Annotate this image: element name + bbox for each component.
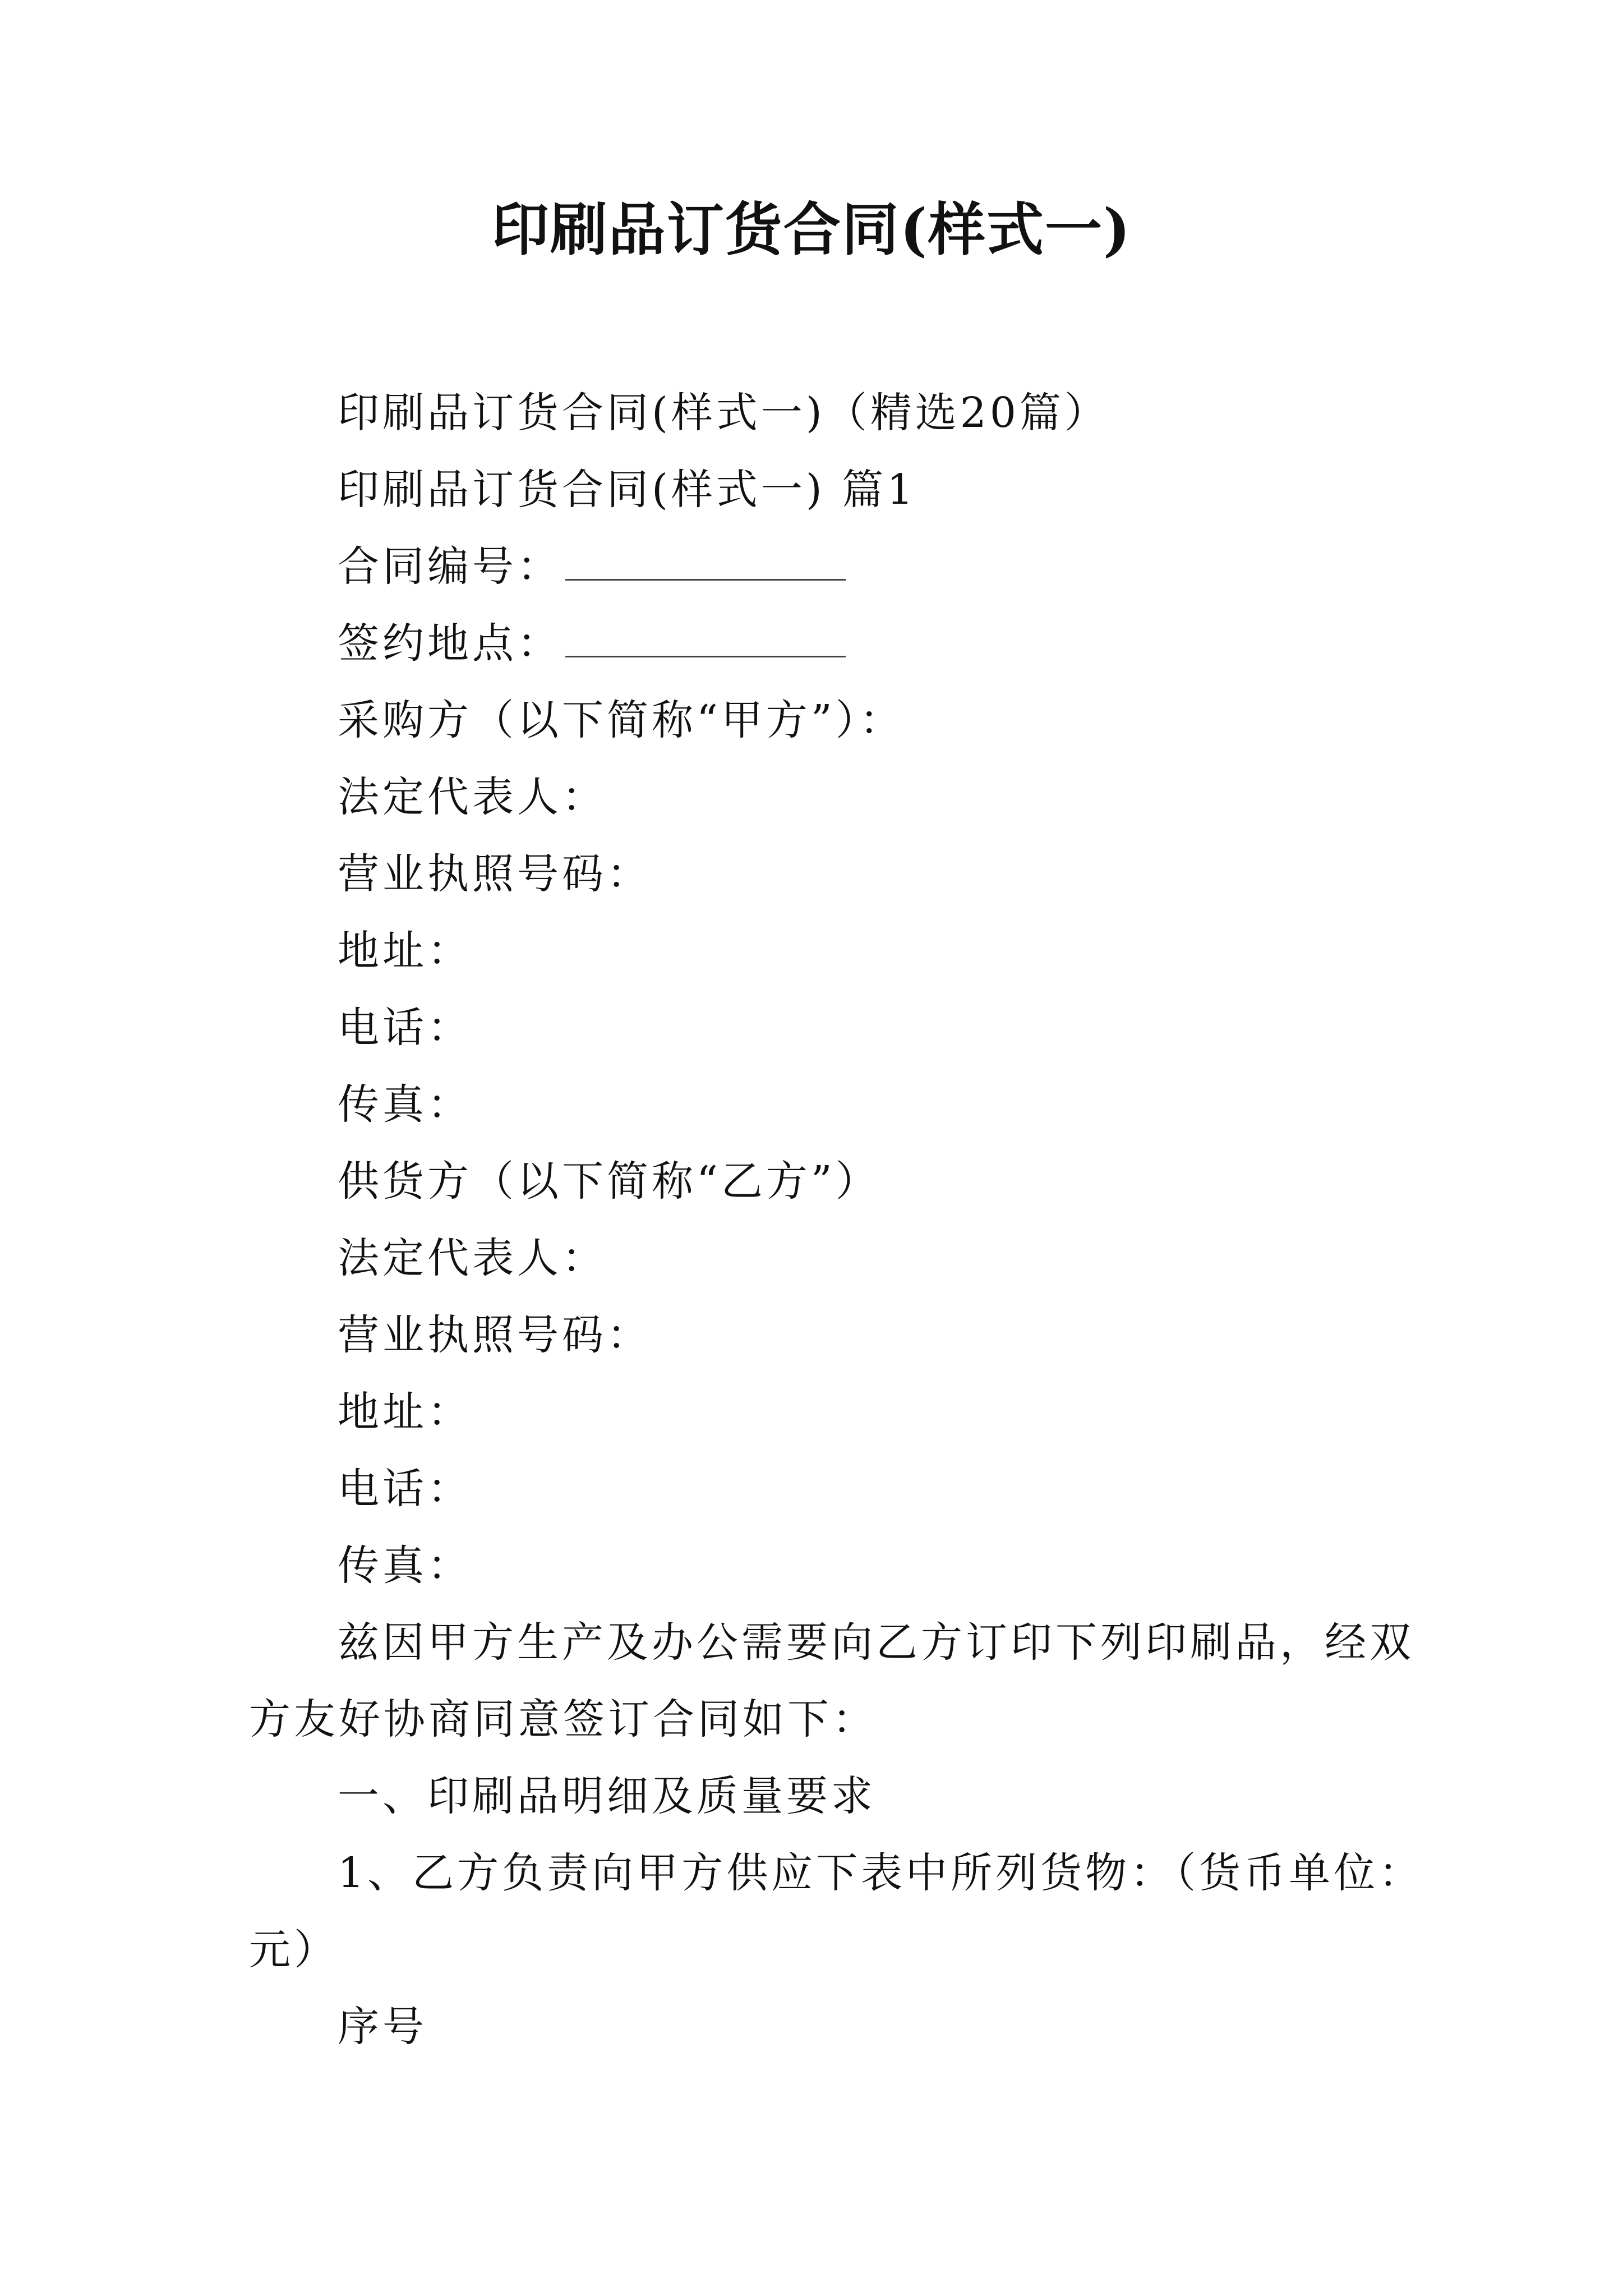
document-body xyxy=(249,375,1424,2065)
article-title: 印刷品订货合同(样式一) 篇1 xyxy=(338,466,917,514)
supplier-phone: 电话： xyxy=(338,1465,472,1513)
buyer-fax: 传真： xyxy=(338,1080,472,1129)
item-1-line-1: 1、乙方负责向甲方供应下表中所列货物：（货币单位： xyxy=(338,1849,1424,1897)
section-heading-1: 一、印刷品明细及质量要求 xyxy=(338,1772,876,1820)
buyer-phone: 电话： xyxy=(338,1004,472,1052)
buyer-address: 地址： xyxy=(338,927,472,975)
intro-paragraph-line-2: 方友好协商同意签订合同如下： xyxy=(249,1695,877,1743)
contract-number-line xyxy=(249,528,1391,605)
sign-place-line xyxy=(249,605,1391,682)
supplier-fax: 传真： xyxy=(338,1542,472,1590)
supplier-representative: 法定代表人： xyxy=(338,1234,607,1282)
buyer-license: 营业执照号码： xyxy=(338,850,652,898)
item-1-line-2: 元） xyxy=(249,1926,339,1974)
supplier-address: 地址： xyxy=(338,1388,472,1436)
buyer-heading: 采购方（以下简称“甲方”）： xyxy=(338,696,905,744)
contract-number-label: 合同编号： xyxy=(338,542,562,591)
contract-number-blank xyxy=(565,549,846,581)
table-column-sequence: 序号 xyxy=(338,2003,427,2051)
document-title: 印刷品订货合同(样式一) xyxy=(491,196,1132,264)
collection-title: 印刷品订货合同(样式一)（精选20篇） xyxy=(338,389,1109,437)
intro-paragraph-line-1: 兹因甲方生产及办公需要向乙方订印下列印刷品，经双 xyxy=(338,1618,1414,1667)
sign-place-label: 签约地点： xyxy=(338,619,562,668)
buyer-representative: 法定代表人： xyxy=(338,773,607,821)
supplier-heading: 供货方（以下简称“乙方”） xyxy=(338,1157,880,1205)
sign-place-blank xyxy=(565,625,846,657)
supplier-license: 营业执照号码： xyxy=(338,1311,652,1359)
